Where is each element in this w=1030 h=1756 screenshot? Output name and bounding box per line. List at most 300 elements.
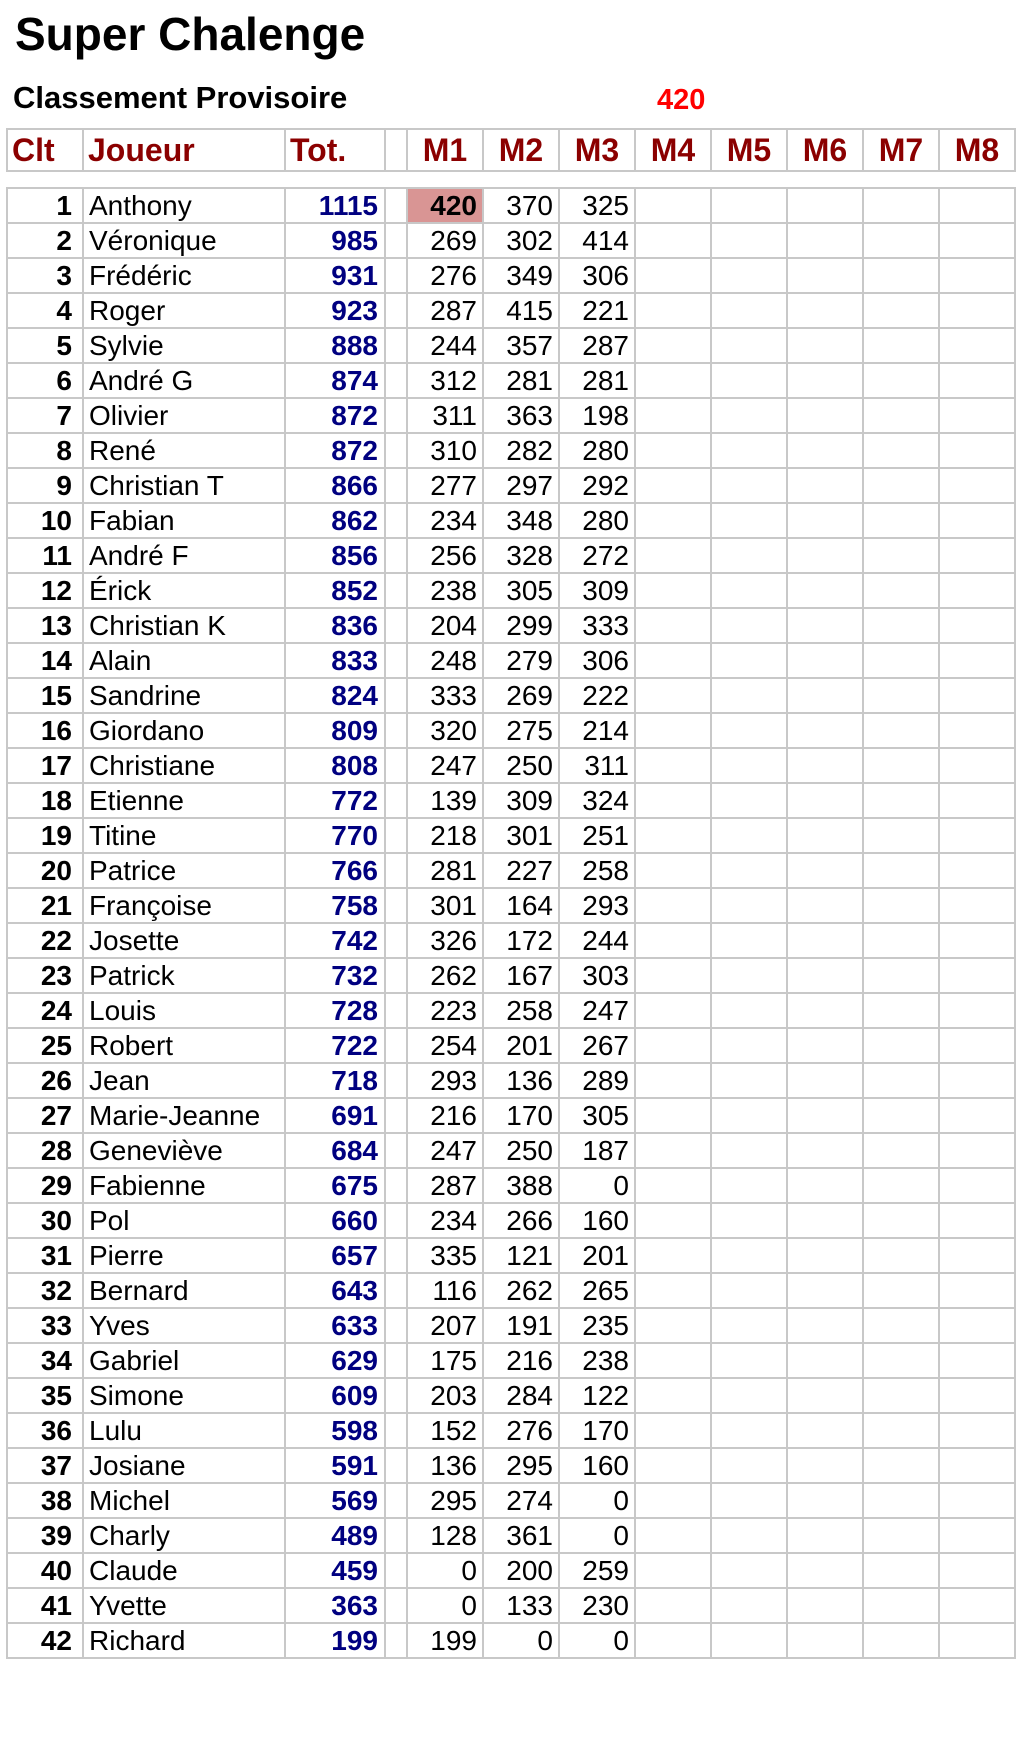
table-row bbox=[7, 853, 1015, 888]
match-score-cell bbox=[787, 1343, 863, 1378]
total-cell: 985 bbox=[285, 223, 385, 258]
match-score-cell bbox=[787, 1623, 863, 1658]
match-score-cell: 266 bbox=[483, 1203, 559, 1238]
match-score-cell: 301 bbox=[483, 818, 559, 853]
total-cell: 772 bbox=[285, 783, 385, 818]
match-score-cell bbox=[787, 503, 863, 538]
match-score-cell bbox=[939, 573, 1015, 608]
player-name-cell: Lulu bbox=[83, 1413, 285, 1448]
match-score-cell bbox=[711, 993, 787, 1028]
match-score-cell bbox=[863, 1413, 939, 1448]
match-score-cell: 276 bbox=[483, 1413, 559, 1448]
player-name-cell: Robert bbox=[83, 1028, 285, 1063]
match-score-cell: 279 bbox=[483, 643, 559, 678]
player-name-cell: Josiane bbox=[83, 1448, 285, 1483]
player-name-cell: Françoise bbox=[83, 888, 285, 923]
match-score-cell bbox=[635, 993, 711, 1028]
spacer-cell bbox=[385, 538, 407, 573]
match-score-cell: 250 bbox=[483, 1133, 559, 1168]
match-score-cell: 310 bbox=[407, 433, 483, 468]
match-score-cell: 164 bbox=[483, 888, 559, 923]
match-score-cell: 361 bbox=[483, 1518, 559, 1553]
match-score-cell: 312 bbox=[407, 363, 483, 398]
match-score-cell bbox=[635, 363, 711, 398]
match-score-cell bbox=[863, 398, 939, 433]
match-score-cell: 415 bbox=[483, 293, 559, 328]
match-score-cell: 227 bbox=[483, 853, 559, 888]
match-score-cell bbox=[711, 573, 787, 608]
match-score-cell bbox=[787, 1413, 863, 1448]
total-cell: 657 bbox=[285, 1238, 385, 1273]
match-score-cell: 284 bbox=[483, 1378, 559, 1413]
match-score-cell: 311 bbox=[559, 748, 635, 783]
rank-cell: 21 bbox=[7, 888, 83, 923]
player-name-cell: Pierre bbox=[83, 1238, 285, 1273]
player-name-cell: Érick bbox=[83, 573, 285, 608]
match-score-cell: 250 bbox=[483, 748, 559, 783]
column-header: M5 bbox=[711, 129, 787, 171]
match-score-cell: 388 bbox=[483, 1168, 559, 1203]
match-score-cell bbox=[635, 328, 711, 363]
column-header: M4 bbox=[635, 129, 711, 171]
match-score-cell: 324 bbox=[559, 783, 635, 818]
match-score-cell: 328 bbox=[483, 538, 559, 573]
spacer-cell bbox=[385, 1448, 407, 1483]
match-score-cell bbox=[635, 1133, 711, 1168]
match-score-cell: 320 bbox=[407, 713, 483, 748]
match-score-cell bbox=[939, 328, 1015, 363]
match-score-cell: 282 bbox=[483, 433, 559, 468]
total-cell: 770 bbox=[285, 818, 385, 853]
player-name-cell: Josette bbox=[83, 923, 285, 958]
total-cell: 852 bbox=[285, 573, 385, 608]
rank-cell: 3 bbox=[7, 258, 83, 293]
player-name-cell: Christian T bbox=[83, 468, 285, 503]
match-score-cell: 116 bbox=[407, 1273, 483, 1308]
match-score-cell bbox=[939, 1413, 1015, 1448]
table-row bbox=[7, 958, 1015, 993]
match-score-cell bbox=[939, 853, 1015, 888]
match-score-cell bbox=[635, 923, 711, 958]
match-score-cell bbox=[787, 188, 863, 223]
match-score-cell: 198 bbox=[559, 398, 635, 433]
rank-cell: 39 bbox=[7, 1518, 83, 1553]
match-score-cell bbox=[863, 1378, 939, 1413]
match-score-cell: 170 bbox=[483, 1098, 559, 1133]
match-score-cell bbox=[711, 678, 787, 713]
match-score-cell bbox=[635, 573, 711, 608]
spacer-cell bbox=[385, 853, 407, 888]
match-score-cell: 333 bbox=[407, 678, 483, 713]
rank-cell: 35 bbox=[7, 1378, 83, 1413]
match-score-cell bbox=[939, 363, 1015, 398]
spacer-cell bbox=[385, 1518, 407, 1553]
rank-cell: 4 bbox=[7, 293, 83, 328]
table-row bbox=[7, 1623, 1015, 1658]
match-score-cell bbox=[939, 1203, 1015, 1238]
match-score-cell bbox=[711, 538, 787, 573]
match-score-cell bbox=[711, 1553, 787, 1588]
match-score-cell: 254 bbox=[407, 1028, 483, 1063]
match-score-cell: 262 bbox=[483, 1273, 559, 1308]
table-row bbox=[7, 1028, 1015, 1063]
match-score-cell: 370 bbox=[483, 188, 559, 223]
rank-cell: 20 bbox=[7, 853, 83, 888]
match-score-cell bbox=[711, 258, 787, 293]
match-score-cell: 256 bbox=[407, 538, 483, 573]
match-score-cell: 238 bbox=[559, 1343, 635, 1378]
total-cell: 718 bbox=[285, 1063, 385, 1098]
match-score-cell bbox=[711, 643, 787, 678]
spacer-cell bbox=[385, 1483, 407, 1518]
match-score-cell: 287 bbox=[559, 328, 635, 363]
match-score-cell bbox=[939, 433, 1015, 468]
spacer-cell bbox=[385, 433, 407, 468]
match-score-cell bbox=[863, 1203, 939, 1238]
match-score-cell bbox=[711, 1448, 787, 1483]
match-score-cell bbox=[863, 748, 939, 783]
rank-cell: 6 bbox=[7, 363, 83, 398]
match-score-cell bbox=[635, 1378, 711, 1413]
total-cell: 643 bbox=[285, 1273, 385, 1308]
match-score-cell: 299 bbox=[483, 608, 559, 643]
page-title: Super Chalenge bbox=[15, 8, 366, 60]
table-row bbox=[7, 328, 1015, 363]
match-score-cell bbox=[787, 1518, 863, 1553]
match-score-cell bbox=[939, 818, 1015, 853]
match-score-cell bbox=[863, 1588, 939, 1623]
total-cell: 833 bbox=[285, 643, 385, 678]
match-score-cell: 247 bbox=[407, 748, 483, 783]
match-score-cell bbox=[787, 783, 863, 818]
match-score-cell: 221 bbox=[559, 293, 635, 328]
total-cell: 609 bbox=[285, 1378, 385, 1413]
match-score-cell: 199 bbox=[407, 1623, 483, 1658]
total-cell: 199 bbox=[285, 1623, 385, 1658]
spacer-cell bbox=[385, 223, 407, 258]
total-cell: 598 bbox=[285, 1413, 385, 1448]
table-row bbox=[7, 1168, 1015, 1203]
match-score-cell bbox=[939, 1588, 1015, 1623]
match-score-cell: 280 bbox=[559, 503, 635, 538]
match-score-cell bbox=[635, 538, 711, 573]
match-score-cell bbox=[711, 853, 787, 888]
total-cell: 684 bbox=[285, 1133, 385, 1168]
match-score-cell bbox=[711, 608, 787, 643]
table-row bbox=[7, 1588, 1015, 1623]
match-score-cell bbox=[787, 1168, 863, 1203]
total-cell: 836 bbox=[285, 608, 385, 643]
match-score-cell bbox=[635, 1273, 711, 1308]
spacer-cell bbox=[385, 678, 407, 713]
table-row bbox=[7, 643, 1015, 678]
table-row bbox=[7, 538, 1015, 573]
player-name-cell: Roger bbox=[83, 293, 285, 328]
spacer-cell bbox=[385, 783, 407, 818]
table-row bbox=[7, 188, 1015, 223]
match-score-cell bbox=[635, 1343, 711, 1378]
table-row bbox=[7, 1448, 1015, 1483]
match-score-cell bbox=[787, 1238, 863, 1273]
match-score-cell bbox=[939, 1133, 1015, 1168]
rank-cell: 5 bbox=[7, 328, 83, 363]
column-header bbox=[385, 129, 407, 171]
match-score-cell: 348 bbox=[483, 503, 559, 538]
match-score-cell bbox=[939, 678, 1015, 713]
table-row bbox=[7, 818, 1015, 853]
match-score-cell bbox=[635, 1413, 711, 1448]
ranking-table bbox=[6, 187, 1016, 1659]
match-score-cell bbox=[787, 1378, 863, 1413]
match-score-cell: 311 bbox=[407, 398, 483, 433]
match-score-cell: 248 bbox=[407, 643, 483, 678]
match-score-cell bbox=[787, 923, 863, 958]
match-score-cell: 258 bbox=[559, 853, 635, 888]
match-score-cell: 259 bbox=[559, 1553, 635, 1588]
match-score-cell: 214 bbox=[559, 713, 635, 748]
match-score-cell: 281 bbox=[407, 853, 483, 888]
match-score-cell bbox=[863, 468, 939, 503]
total-cell: 923 bbox=[285, 293, 385, 328]
spacer-cell bbox=[385, 293, 407, 328]
match-score-cell bbox=[635, 643, 711, 678]
player-name-cell: Yvette bbox=[83, 1588, 285, 1623]
rank-cell: 38 bbox=[7, 1483, 83, 1518]
match-score-cell bbox=[939, 1168, 1015, 1203]
table-row bbox=[7, 573, 1015, 608]
rank-cell: 12 bbox=[7, 573, 83, 608]
spacer-cell bbox=[385, 468, 407, 503]
match-score-cell bbox=[939, 958, 1015, 993]
column-header: M1 bbox=[407, 129, 483, 171]
match-score-cell bbox=[863, 1448, 939, 1483]
player-name-cell: Yves bbox=[83, 1308, 285, 1343]
total-cell: 728 bbox=[285, 993, 385, 1028]
match-score-cell: 160 bbox=[559, 1203, 635, 1238]
match-score-cell bbox=[787, 1448, 863, 1483]
total-cell: 808 bbox=[285, 748, 385, 783]
spacer-cell bbox=[385, 503, 407, 538]
match-score-cell bbox=[711, 1028, 787, 1063]
player-name-cell: Anthony bbox=[83, 188, 285, 223]
rank-cell: 31 bbox=[7, 1238, 83, 1273]
match-score-cell: 272 bbox=[559, 538, 635, 573]
match-score-cell bbox=[635, 398, 711, 433]
player-name-cell: Louis bbox=[83, 993, 285, 1028]
match-score-cell: 325 bbox=[559, 188, 635, 223]
match-score-cell bbox=[787, 573, 863, 608]
match-score-cell bbox=[863, 1133, 939, 1168]
match-score-cell bbox=[787, 643, 863, 678]
total-cell: 872 bbox=[285, 398, 385, 433]
match-score-cell bbox=[635, 1168, 711, 1203]
rank-cell: 13 bbox=[7, 608, 83, 643]
column-header: M6 bbox=[787, 129, 863, 171]
player-name-cell: Christian K bbox=[83, 608, 285, 643]
rank-cell: 16 bbox=[7, 713, 83, 748]
player-name-cell: Geneviève bbox=[83, 1133, 285, 1168]
match-score-cell: 121 bbox=[483, 1238, 559, 1273]
match-score-cell: 276 bbox=[407, 258, 483, 293]
total-cell: 732 bbox=[285, 958, 385, 993]
match-score-cell bbox=[635, 1063, 711, 1098]
match-score-cell: 204 bbox=[407, 608, 483, 643]
table-row bbox=[7, 503, 1015, 538]
match-score-cell: 0 bbox=[559, 1518, 635, 1553]
match-score-cell bbox=[635, 1483, 711, 1518]
rank-cell: 42 bbox=[7, 1623, 83, 1658]
match-score-cell: 247 bbox=[559, 993, 635, 1028]
rank-cell: 19 bbox=[7, 818, 83, 853]
table-row bbox=[7, 993, 1015, 1028]
match-score-cell bbox=[787, 608, 863, 643]
match-score-cell bbox=[787, 363, 863, 398]
match-score-cell: 244 bbox=[407, 328, 483, 363]
rank-cell: 14 bbox=[7, 643, 83, 678]
match-score-cell: 167 bbox=[483, 958, 559, 993]
table-row bbox=[7, 1413, 1015, 1448]
total-cell: 809 bbox=[285, 713, 385, 748]
spacer-cell bbox=[385, 923, 407, 958]
match-score-cell bbox=[635, 1028, 711, 1063]
table-row bbox=[7, 398, 1015, 433]
rank-cell: 17 bbox=[7, 748, 83, 783]
rank-cell: 10 bbox=[7, 503, 83, 538]
match-score-cell bbox=[635, 258, 711, 293]
rank-cell: 1 bbox=[7, 188, 83, 223]
rank-cell: 29 bbox=[7, 1168, 83, 1203]
total-cell: 1115 bbox=[285, 188, 385, 223]
match-score-cell bbox=[711, 1168, 787, 1203]
match-score-cell bbox=[939, 1308, 1015, 1343]
match-score-cell bbox=[863, 1308, 939, 1343]
match-score-cell bbox=[787, 748, 863, 783]
player-name-cell: Richard bbox=[83, 1623, 285, 1658]
match-score-cell bbox=[787, 888, 863, 923]
spacer-cell bbox=[385, 1203, 407, 1238]
match-score-cell bbox=[863, 188, 939, 223]
table-row bbox=[7, 1063, 1015, 1098]
match-score-cell bbox=[635, 503, 711, 538]
match-score-cell bbox=[635, 958, 711, 993]
match-score-cell bbox=[787, 853, 863, 888]
rank-cell: 24 bbox=[7, 993, 83, 1028]
match-score-cell: 175 bbox=[407, 1343, 483, 1378]
rank-cell: 36 bbox=[7, 1413, 83, 1448]
player-name-cell: Simone bbox=[83, 1378, 285, 1413]
total-cell: 766 bbox=[285, 853, 385, 888]
match-score-cell bbox=[863, 888, 939, 923]
player-name-cell: Pol bbox=[83, 1203, 285, 1238]
player-name-cell: Charly bbox=[83, 1518, 285, 1553]
match-score-cell: 265 bbox=[559, 1273, 635, 1308]
match-score-cell bbox=[863, 818, 939, 853]
table-row bbox=[7, 1553, 1015, 1588]
player-name-cell: André G bbox=[83, 363, 285, 398]
match-score-cell bbox=[863, 713, 939, 748]
total-cell: 363 bbox=[285, 1588, 385, 1623]
match-score-cell bbox=[711, 1133, 787, 1168]
player-name-cell: Claude bbox=[83, 1553, 285, 1588]
match-score-cell: 258 bbox=[483, 993, 559, 1028]
match-score-cell bbox=[863, 1168, 939, 1203]
match-score-cell: 363 bbox=[483, 398, 559, 433]
best-score: 420 bbox=[657, 84, 706, 116]
match-score-cell bbox=[939, 1028, 1015, 1063]
table-row bbox=[7, 258, 1015, 293]
match-score-cell bbox=[939, 293, 1015, 328]
total-cell: 862 bbox=[285, 503, 385, 538]
match-score-cell: 0 bbox=[483, 1623, 559, 1658]
match-score-cell: 0 bbox=[559, 1168, 635, 1203]
match-score-cell bbox=[939, 783, 1015, 818]
column-header: M3 bbox=[559, 129, 635, 171]
total-cell: 633 bbox=[285, 1308, 385, 1343]
match-score-cell: 223 bbox=[407, 993, 483, 1028]
match-score-cell bbox=[711, 748, 787, 783]
match-score-cell bbox=[711, 1623, 787, 1658]
match-score-cell bbox=[787, 1553, 863, 1588]
match-score-cell bbox=[711, 398, 787, 433]
match-score-cell bbox=[711, 1378, 787, 1413]
match-score-cell: 309 bbox=[559, 573, 635, 608]
total-cell: 824 bbox=[285, 678, 385, 713]
spacer-cell bbox=[385, 888, 407, 923]
spacer-cell bbox=[385, 1553, 407, 1588]
match-score-cell: 234 bbox=[407, 1203, 483, 1238]
match-score-cell bbox=[635, 1518, 711, 1553]
column-header: Joueur bbox=[83, 129, 285, 171]
match-score-cell bbox=[939, 1553, 1015, 1588]
match-score-cell: 280 bbox=[559, 433, 635, 468]
match-score-cell: 287 bbox=[407, 293, 483, 328]
match-score-cell: 235 bbox=[559, 1308, 635, 1343]
spacer-cell bbox=[385, 1168, 407, 1203]
match-score-cell bbox=[787, 1273, 863, 1308]
spacer-cell bbox=[385, 993, 407, 1028]
spacer-cell bbox=[385, 573, 407, 608]
match-score-cell bbox=[711, 223, 787, 258]
total-cell: 866 bbox=[285, 468, 385, 503]
spacer-cell bbox=[385, 328, 407, 363]
total-cell: 856 bbox=[285, 538, 385, 573]
match-score-cell: 274 bbox=[483, 1483, 559, 1518]
table-row bbox=[7, 223, 1015, 258]
match-score-cell bbox=[635, 468, 711, 503]
spacer-cell bbox=[385, 1623, 407, 1658]
match-score-cell bbox=[787, 538, 863, 573]
match-score-cell bbox=[863, 923, 939, 958]
rank-cell: 33 bbox=[7, 1308, 83, 1343]
rank-cell: 7 bbox=[7, 398, 83, 433]
spacer-cell bbox=[385, 1588, 407, 1623]
table-row bbox=[7, 783, 1015, 818]
match-score-cell bbox=[787, 818, 863, 853]
match-score-cell: 289 bbox=[559, 1063, 635, 1098]
column-header: M7 bbox=[863, 129, 939, 171]
match-score-cell bbox=[939, 468, 1015, 503]
match-score-cell: 262 bbox=[407, 958, 483, 993]
match-score-cell: 216 bbox=[483, 1343, 559, 1378]
header-row bbox=[7, 129, 1015, 171]
total-cell: 459 bbox=[285, 1553, 385, 1588]
match-score-cell bbox=[863, 643, 939, 678]
match-score-cell: 200 bbox=[483, 1553, 559, 1588]
match-score-cell bbox=[635, 818, 711, 853]
match-score-cell bbox=[711, 1203, 787, 1238]
match-score-cell bbox=[787, 678, 863, 713]
match-score-cell bbox=[863, 1483, 939, 1518]
